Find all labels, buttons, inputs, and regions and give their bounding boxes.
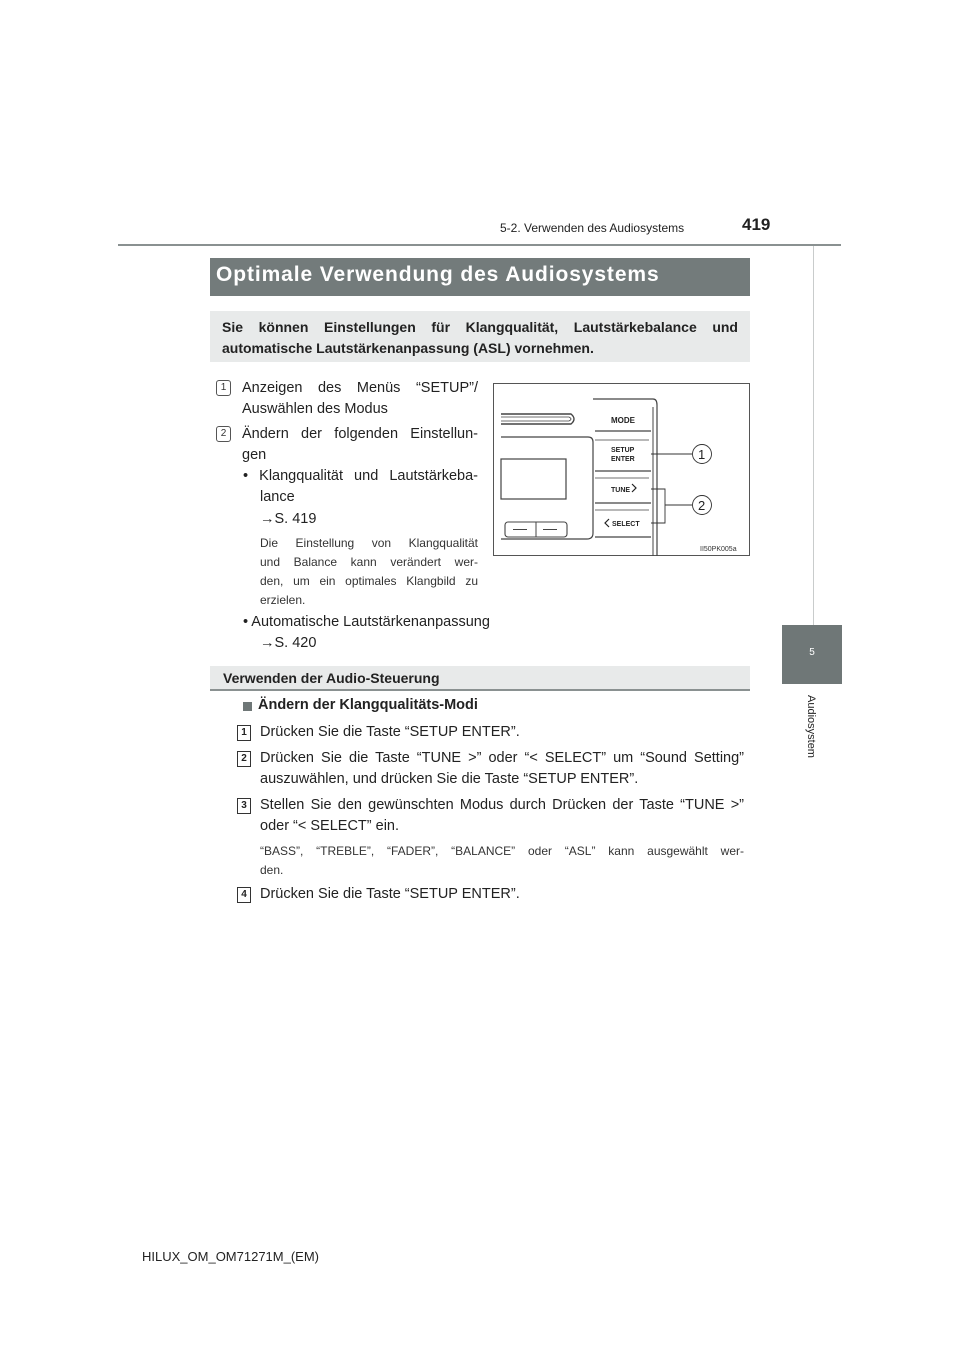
step-3-note-line-2: den.	[260, 863, 284, 877]
note-line-4: erzielen.	[260, 593, 306, 607]
step-3-line-1: Stellen Sie den gewünschten Modus durch Drücken der Taste “TUNE >”	[260, 797, 744, 813]
page-number: 419	[742, 215, 771, 234]
audio-panel-drawing	[493, 383, 750, 556]
bullet-1-line-2: lance	[260, 489, 295, 505]
running-head: 5-2. Verwenden des Audiosystems	[500, 221, 685, 235]
item-2-line-1: Ändern der folgenden Einstellun-	[242, 426, 478, 442]
subsection-heading-bar	[210, 666, 750, 691]
item-1-line-1: Anzeigen des Menüs “SETUP”/	[242, 380, 478, 396]
bullet-2-page-ref[interactable]: →S. 420	[260, 635, 317, 651]
bullet-2-line: • Automatische Lautstärkenanpassung	[243, 614, 490, 630]
item-number-2: 2	[216, 426, 231, 442]
step-2-line-2: auszuwählen, und drücken Sie die Taste “SETUP ENTER”.	[260, 771, 639, 787]
step-1-text: Drücken Sie die Taste “SETUP ENTER”.	[260, 724, 520, 740]
setup-button-label: SETUP	[611, 447, 635, 454]
square-bullet-icon	[243, 702, 252, 711]
note-line-2: und Balance kann verändert wer-	[260, 555, 478, 569]
callout-1: 1	[698, 447, 706, 462]
note-line-3: den, um ein optimales Klangbild zu	[260, 574, 478, 588]
side-divider	[813, 246, 814, 626]
mode-button-label: MODE	[611, 416, 635, 425]
item-2-line-2: gen	[242, 447, 267, 463]
intro-text: Sie können Einstellungen für Klangqualität, Lautstärkebalance und automatische Lautstärkenanpassung (ASL) vornehmen.	[222, 319, 738, 356]
step-number-2: 2	[237, 751, 251, 767]
step-3-line-2: oder “< SELECT” ein.	[260, 818, 400, 834]
section-title-banner	[210, 258, 750, 296]
item-1-line-2: Auswählen des Modus	[242, 401, 388, 417]
subsection-title: Verwenden der Audio-Steuerung	[223, 670, 440, 686]
note-line-1: Die Einstellung von Klangqualität	[260, 536, 478, 550]
audio-panel-illustration	[493, 383, 750, 556]
mode-heading: Ändern der Klangqualitäts-Modi	[258, 697, 478, 713]
chapter-tab	[782, 625, 842, 684]
tune-button-label: TUNE	[611, 487, 631, 494]
step-4-text: Drücken Sie die Taste “SETUP ENTER”.	[260, 886, 520, 902]
bullet-1-line-1: • Klangqualität und Lautstärkeba-	[243, 468, 478, 484]
footer-doc-id: HILUX_OM_OM71271M_(EM)	[142, 1249, 319, 1264]
section-title: Optimale Verwendung des Audiosystems	[216, 263, 660, 286]
step-number-3: 3	[237, 798, 251, 814]
step-2-line-1: Drücken Sie die Taste “TUNE >” oder “< SELECT” um “Sound Setting”	[260, 750, 744, 766]
header-rule	[118, 244, 841, 246]
intro-box	[210, 311, 750, 362]
step-number-4: 4	[237, 887, 251, 903]
select-button-label: SELECT	[612, 521, 640, 528]
illustration-code: II50PK005a	[700, 546, 737, 553]
step-3-note-line-1: “BASS”, “TREBLE”, “FADER”, “BALANCE” oder “ASL” kann ausgewählt wer-	[260, 844, 744, 858]
chapter-label: Audiosystem	[805, 695, 817, 758]
step-number-1: 1	[237, 725, 251, 741]
item-number-1: 1	[216, 380, 231, 396]
enter-button-label: ENTER	[611, 456, 635, 463]
chapter-number: 5	[809, 647, 815, 658]
callout-2: 2	[698, 498, 706, 513]
bullet-1-page-ref[interactable]: →S. 419	[260, 511, 317, 527]
